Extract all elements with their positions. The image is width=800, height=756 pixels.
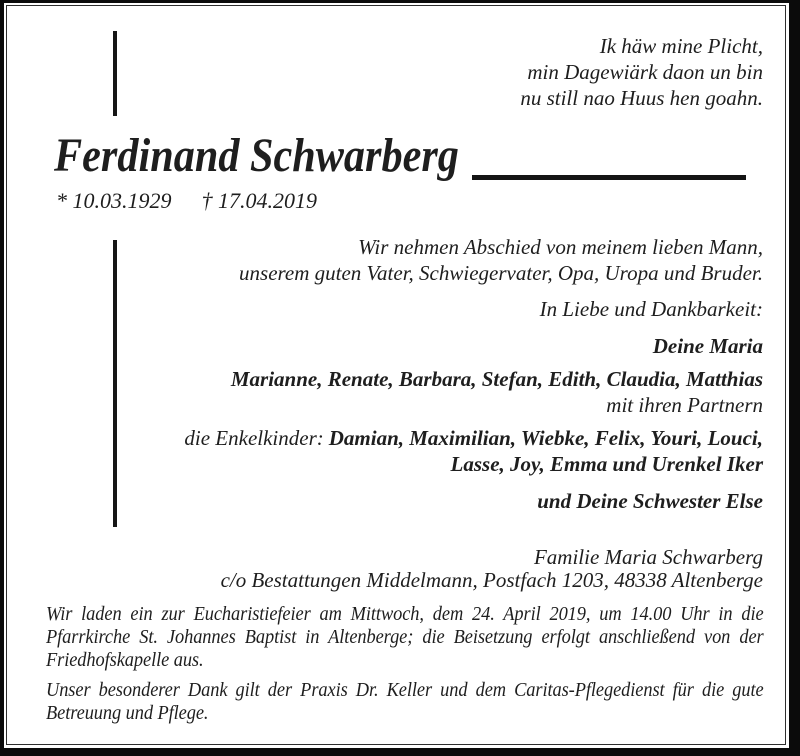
gratitude-line: In Liebe und Dankbarkeit: (539, 297, 763, 321)
service-invitation-paragraph: Wir laden ein zur Eucharistiefeier am Mittwoch, dem 24. April 2019, um 14.00 Uhr in die Pfarrkirche St. Johannes Baptist in Altenberge; die Beisetzung erfolgt anschließend von der Friedhofskapelle aus. (46, 603, 764, 671)
children-paragraph (231, 366, 763, 418)
vertical-divider-middle (113, 240, 117, 527)
sister-signature: und Deine Schwester Else (537, 489, 763, 513)
grandchildren-names: Damian, Maximilian, Wiebke, Felix, Youri, Louci, (328, 426, 763, 450)
thanks-paragraph: Unser besonderer Dank gilt der Praxis Dr. Keller und dem Caritas-Pflegedienst für die gute Betreuung und Pflege. (46, 679, 764, 724)
birth-date: * 10.03.1929 (56, 188, 172, 213)
life-dates (56, 188, 317, 214)
epigraph-line: nu still nao Huus hen goahn. (520, 86, 763, 110)
family-signature (221, 546, 763, 592)
vertical-divider-top (113, 31, 117, 116)
farewell-paragraph (239, 234, 763, 286)
epigraph-verse (520, 33, 763, 111)
wife-signature: Deine Maria (652, 334, 763, 358)
epigraph-line: Ik häw mine Plicht, (599, 34, 763, 58)
children-names: Marianne, Renate, Barbara, Stefan, Edith, Claudia, Matthias (230, 367, 763, 391)
farewell-line: Wir nehmen Abschied von meinem lieben Mann, (358, 235, 763, 259)
frame-right-border (789, 0, 800, 756)
frame-top-border (0, 0, 800, 3)
children-suffix: mit ihren Partnern (606, 393, 763, 417)
frame-bottom-border (0, 748, 800, 756)
grandchildren-label: die Enkelkinder: (184, 426, 324, 450)
frame-left-border (0, 0, 4, 756)
family-name-line: Familie Maria Schwarberg (533, 545, 763, 569)
grandchildren-names: Lasse, Joy, Emma und Urenkel Iker (450, 452, 763, 476)
grandchildren-line (184, 425, 763, 451)
farewell-line: unserem guten Vater, Schwiegervater, Opa, Uropa und Bruder. (239, 261, 763, 285)
grandchildren-paragraph (184, 425, 763, 477)
title-rule (472, 175, 746, 180)
family-address-line: c/o Bestattungen Middelmann, Postfach 1203, 48338 Altenberge (220, 568, 763, 592)
epigraph-line: min Dagewiärk daon un bin (527, 60, 763, 84)
death-date: † 17.04.2019 (201, 188, 317, 213)
deceased-name: Ferdinand Schwarberg (54, 129, 459, 182)
